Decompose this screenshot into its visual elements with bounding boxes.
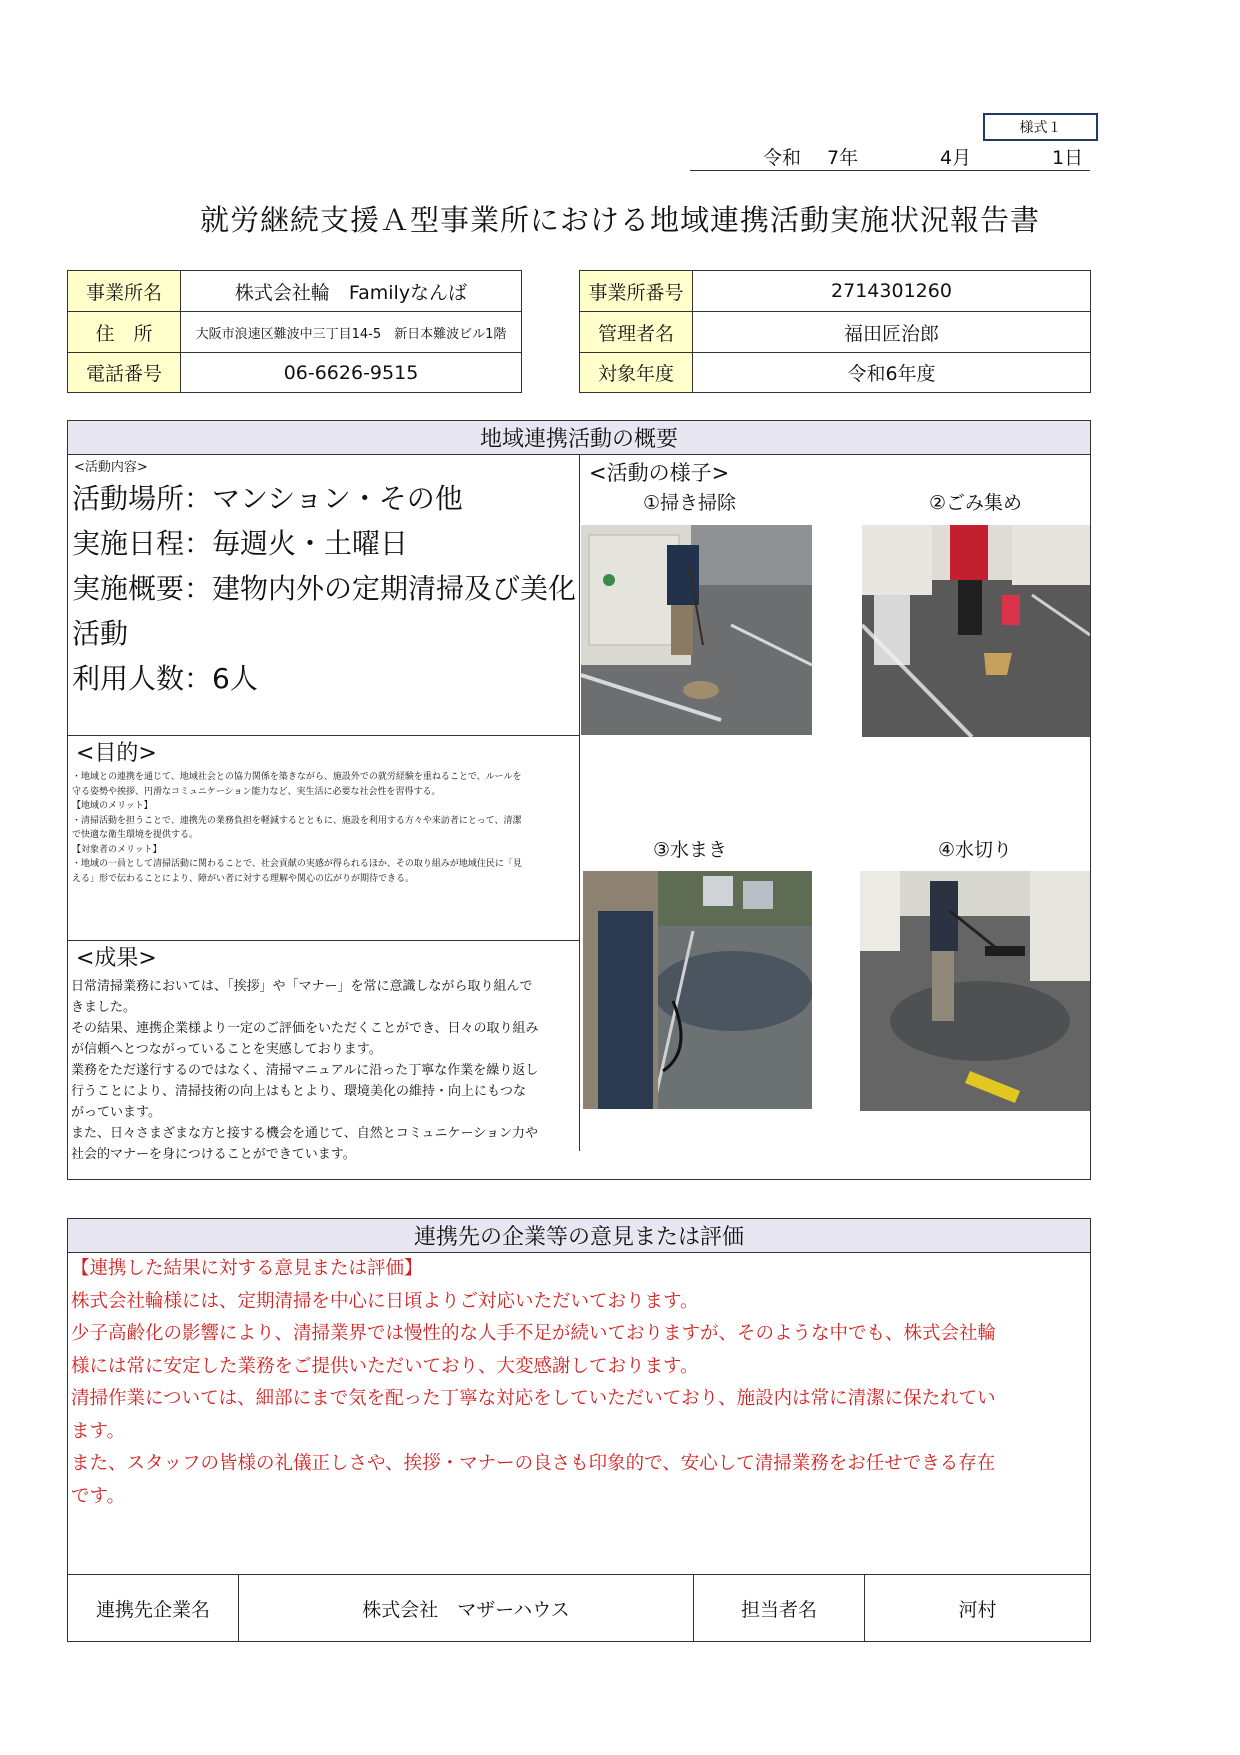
photo-caption-4: ④水切り [938,839,1013,861]
evaluation-line: 【連携した結果に対する意見または評価】 [71,1258,423,1279]
scene-label: <活動の様子> [589,461,730,485]
photo-squeegee [860,871,1090,1111]
fiscal-year-value: 令和6年度 [692,352,1091,393]
fiscal-year-label: 対象年度 [579,352,693,393]
contact-label: 担当者名 [694,1575,865,1642]
evaluation-heading: 連携先の企業等の意見または評価 [68,1219,1090,1253]
results-line: が信頼へとつながっていることを実感しております。 [71,1042,382,1057]
activity-content-lines [72,476,576,701]
date-era: 令和 [763,147,802,169]
activity-line: 活動 [72,617,129,650]
photo-watering [583,871,812,1109]
results-lines [71,976,579,1165]
partner-name: 株式会社 マザーハウス [239,1575,694,1642]
results-label: <成果> [76,946,157,971]
activity-line: 実施概要：建物内外の定期清掃及び美化 [72,572,577,605]
overview-section [67,420,1091,1180]
manager-label: 管理者名 [579,311,693,353]
office-number-value: 2714301260 [692,270,1091,312]
photo-sweeping [581,525,812,735]
results-box [68,941,580,1181]
evaluation-line: ます。 [71,1420,126,1442]
photo-caption-1: ①掃き掃除 [643,492,737,514]
purpose-label: <目的> [76,741,157,766]
purpose-line: ・清掃活動を担うことで、連携先の業務負担を軽減するとともに、施設を利用する方々や来訪者にとって、清潔 [72,815,522,826]
evaluation-line: 株式会社輪様には、定期清掃を中心に日頃よりご対応いただいております。 [71,1290,699,1312]
activity-content-label: <活動内容> [74,460,148,475]
evaluation-section [67,1218,1091,1642]
evaluation-line: 少子高齢化の影響により、清掃業界では慢性的な人手不足が続いておりますが、そのような中でも、株式会社輪 [71,1323,997,1344]
results-line: がっています。 [71,1105,161,1120]
date-day: 1日 [1052,147,1084,169]
report-date [690,143,1090,171]
date-year: 7年 [827,147,859,169]
office-info-left [67,270,522,393]
overview-left-column [68,455,580,1162]
partner-row [68,1574,1090,1641]
form-label: 様式１ [983,113,1098,141]
results-line: 業務をただ遂行するのではなく、清掃マニュアルに沿った丁寧な作業を繰り返し [71,1063,539,1078]
purpose-line: で快適な衛生環境を提供する。 [72,830,199,840]
office-name-value: 株式会社輪 Familyなんば [180,270,522,312]
evaluation-line: 清掃作業については、細部にまで気を配った丁寧な対応をしていただいており、施設内は常に清潔に保たれてい [71,1388,996,1409]
purpose-line: える」形で伝わることにより、障がい者に対する理解や関心の広がりが期待できる。 [72,873,415,884]
evaluation-line: 様には常に安定した業務をご提供いただいており、大変感謝しております。 [71,1355,699,1377]
purpose-line: 【地域のメリット】 [72,801,153,811]
address-label: 住 所 [67,311,181,353]
purpose-box [68,736,580,941]
photo-garbage-collection [862,525,1090,737]
results-line: 日常清掃業務においては、「挨拶」や「マナー」を常に意識しながら取り組んで [71,979,533,994]
date-month: 4月 [940,147,972,169]
contact-name: 河村 [958,1599,997,1621]
partner-label: 連携先企業名 [68,1575,239,1642]
phone-value: 06-6626-9515 [180,352,522,393]
office-number-label: 事業所番号 [579,270,693,312]
purpose-line: ・地域の一員として清掃活動に関わることで、社会貢献の実感が得られるほか、その取り組みが地域住民に「見 [72,859,522,869]
results-line: 社会的マナーを身につけることができています。 [71,1147,356,1162]
page-title: 就労継続支援Ａ型事業所における地域連携活動実施状況報告書 [199,203,1040,237]
office-info-right [579,270,1091,393]
purpose-line: ・地域との連携を通じて、地域社会との協力関係を築きながら、施設外での就労経験を重ねることで、ルールを [72,772,522,782]
phone-label: 電話番号 [67,352,181,393]
photo-caption-2: ②ごみ集め [929,492,1023,514]
evaluation-text [71,1253,1087,1513]
manager-value: 福田匠治郎 [692,311,1091,353]
results-line: また、日々さまざまな方と接する機会を通じて、自然とコミュニケーション力や [71,1126,538,1141]
results-line: きました。 [71,1000,137,1015]
activity-line: 活動場所：マンション・その他 [72,482,463,515]
evaluation-line: です。 [71,1485,126,1507]
overview-heading: 地域連携活動の概要 [68,421,1090,455]
address-value: 大阪市浪速区難波中三丁目14-5 新日本難波ビル1階 [180,311,522,353]
purpose-line: 守る姿勢や挨拶、円滑なコミュニケーション能力など、実生活に必要な社会性を習得する。 [72,786,441,797]
results-line: その結果、連携企業様より一定のご評価をいただくことができ、日々の取り組み [71,1021,539,1036]
evaluation-line: また、スタッフの皆様の礼儀正しさや、挨拶・マナーの良さも印象的で、安心して清掃業務をお任せできる存在 [71,1453,996,1474]
results-line: 行うことにより、清掃技術の向上はもとより、環境美化の維持・向上にもつな [71,1084,527,1099]
activity-line: 利用人数：6人 [72,662,258,695]
photo-caption-3: ③水まき [653,839,728,861]
office-name-label: 事業所名 [67,270,181,312]
purpose-line: 【対象者のメリット】 [72,844,162,855]
purpose-lines [72,770,578,886]
activity-content-box [68,455,580,736]
activity-scene-panel [581,455,1090,1181]
activity-line: 実施日程：毎週火・土曜日 [72,527,409,560]
